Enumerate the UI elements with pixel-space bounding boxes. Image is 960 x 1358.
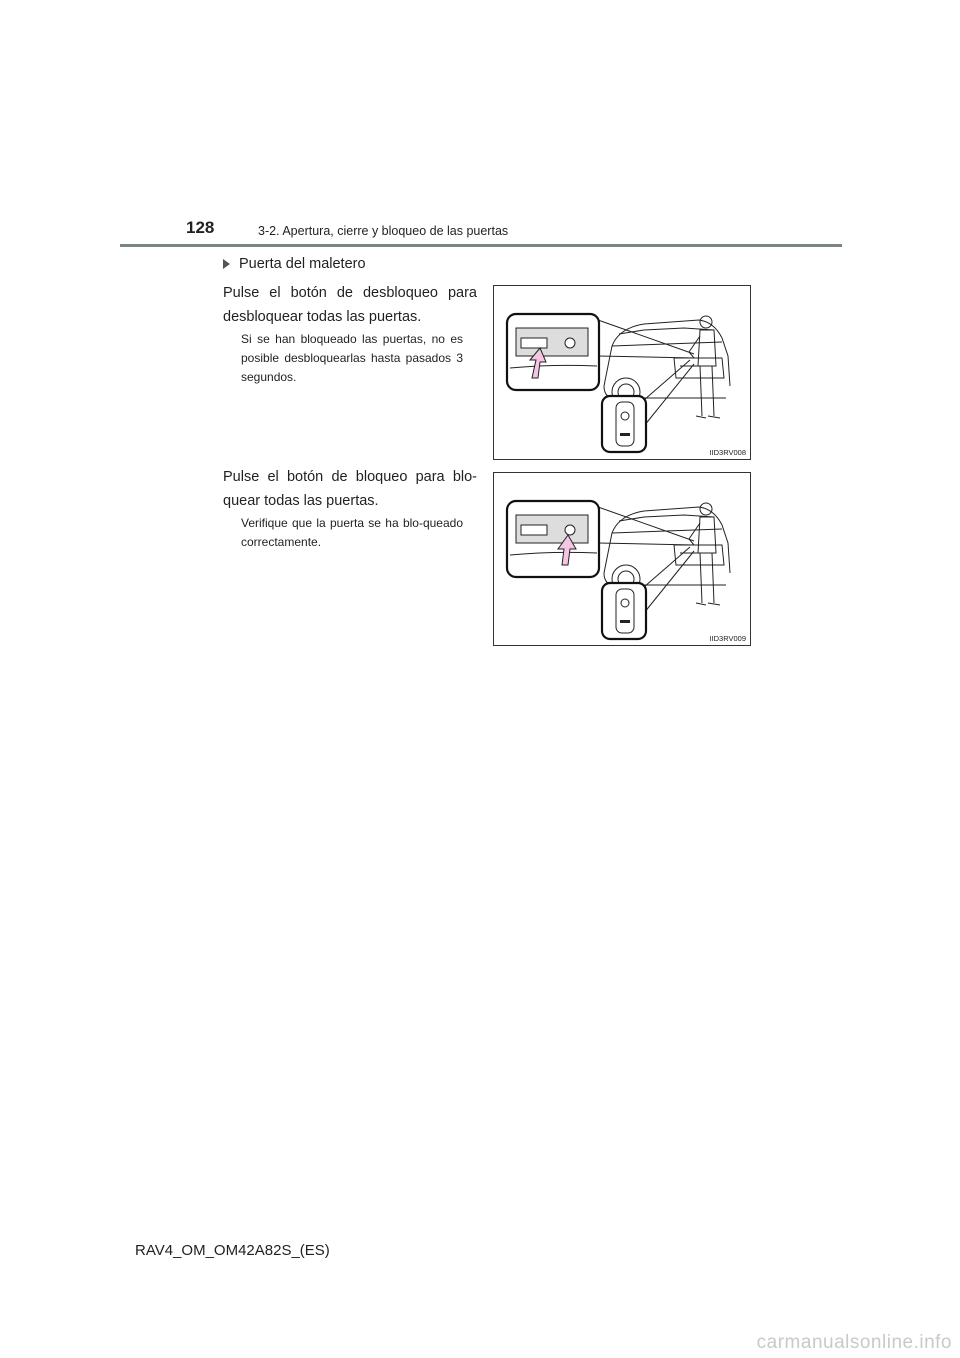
- unlock-illustration: [494, 286, 750, 459]
- footer-doc-code: RAV4_OM_OM42A82S_(ES): [135, 1242, 330, 1259]
- tailgate-switch-inset: [507, 314, 599, 390]
- page-number: 128: [186, 218, 215, 237]
- person-drawing: [689, 316, 720, 418]
- section-title: 3-2. Apertura, cierre y bloqueo de las puertas: [258, 224, 509, 238]
- car-rear-drawing: [604, 320, 730, 406]
- lock-figure: [493, 472, 751, 646]
- unlock-figure: [493, 285, 751, 460]
- triangle-bullet-icon: [223, 259, 230, 269]
- smart-key-inset: [602, 396, 646, 452]
- step-2-note: Verifique que la puerta se ha blo-queado correctamente.: [241, 516, 463, 549]
- bullet-heading: [223, 256, 366, 272]
- car-rear-drawing: [604, 507, 730, 593]
- lock-illustration: [494, 473, 750, 645]
- step-1-text: Pulse el botón de desbloqueo para desbloquear todas las puertas.: [223, 285, 477, 325]
- bullet-heading-text: Puerta del maletero: [239, 256, 366, 272]
- header-rule: [120, 244, 842, 247]
- person-drawing: [689, 503, 720, 605]
- step-1-note: Si se han bloqueado las puertas, no es posible desbloquearlas hasta pasados 3 segundos.: [241, 332, 463, 384]
- step-2-text: Pulse el botón de bloqueo para blo-quear todas las puertas.: [223, 469, 477, 509]
- figure-code: IID3RV009: [709, 634, 746, 643]
- figure-code: IID3RV008: [709, 448, 746, 457]
- smart-key-inset: [602, 583, 646, 639]
- watermark: carmanualsonline.info: [756, 1332, 952, 1353]
- tailgate-switch-inset: [507, 501, 599, 577]
